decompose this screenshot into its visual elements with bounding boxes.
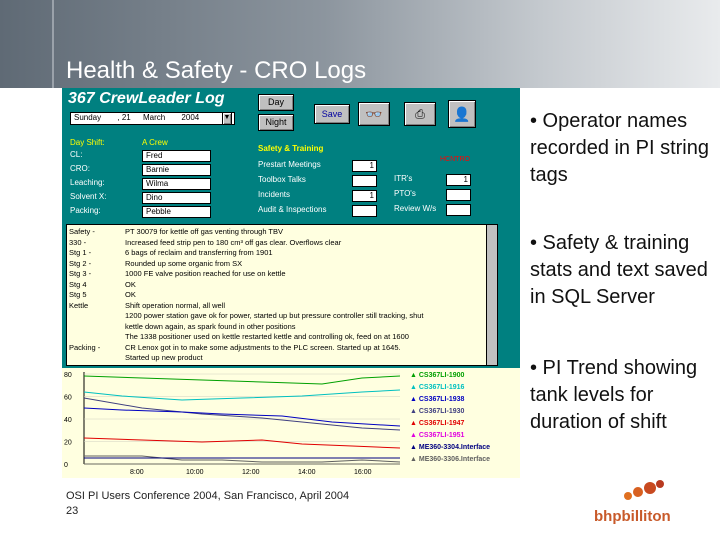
- date-dropdown-icon[interactable]: ▼: [222, 112, 232, 125]
- safety-label: Toolbox Talks: [258, 175, 306, 184]
- log-row: [69, 301, 225, 310]
- legend-entry: ▲ CS367LI-1930: [410, 408, 465, 415]
- safety-right-label: PTO's: [394, 189, 416, 198]
- log-text: 6 bags of reclaim and transferring from 1901: [125, 248, 273, 257]
- safety-right-header: HCNTRO: [440, 156, 470, 163]
- date-year: 2004: [181, 113, 200, 122]
- shift-name-field[interactable]: Pebble: [142, 206, 211, 218]
- y-tick-label: 20: [64, 439, 72, 447]
- log-text-area[interactable]: [66, 224, 488, 366]
- y-tick-label: 60: [64, 394, 72, 402]
- log-text: Started up new product: [125, 353, 203, 362]
- bullet-pi-trend: • PI Trend showing tank levels for duration of shift: [530, 357, 698, 433]
- header-divider: [52, 0, 54, 88]
- log-row: [69, 353, 203, 362]
- date-num: , 21: [117, 113, 131, 122]
- log-scrollbar[interactable]: [486, 224, 498, 366]
- shift-name-field[interactable]: Dino: [142, 192, 211, 204]
- slide-title: Health & Safety - CRO Logs: [66, 57, 367, 84]
- date-month: March: [142, 113, 166, 122]
- log-row: [69, 332, 409, 341]
- day-button[interactable]: Day: [258, 94, 294, 111]
- safety-count-field[interactable]: [352, 205, 377, 217]
- log-text: OK: [125, 279, 136, 289]
- legend-entry: ▲ ME360-3304.Interface: [410, 444, 491, 451]
- bullet-operator-names: • Operator names recorded in PI string tags: [530, 110, 709, 186]
- safety-right-label: ITR's: [394, 174, 413, 183]
- log-key: Safety -: [69, 227, 95, 236]
- log-key: Stg 3 -: [69, 269, 92, 278]
- log-text: PT 30079 for kettle off gas venting through TBV: [125, 227, 284, 236]
- log-key: Stg 4: [69, 279, 87, 289]
- shift-label: Packing:: [70, 206, 101, 215]
- night-button[interactable]: Night: [258, 114, 294, 131]
- log-text: kettle down again, as spark found in other positions: [125, 321, 296, 331]
- log-text: CR Lenox got in to make some adjustments to the PLC screen. Started up at 1645.: [125, 342, 401, 352]
- shift-label: CL:: [70, 150, 83, 159]
- date-select[interactable]: [70, 112, 235, 125]
- safety-right-field[interactable]: [446, 204, 471, 216]
- log-row: [69, 269, 286, 278]
- legend-entry: ▲ CS367LI-1900: [410, 372, 465, 379]
- log-row: [69, 259, 242, 268]
- log-row: [69, 280, 136, 289]
- log-key: Stg 1 -: [69, 248, 92, 257]
- x-tick-label: 10:00: [186, 469, 204, 476]
- x-tick-label: 16:00: [354, 469, 372, 476]
- log-key: 330 -: [69, 237, 87, 247]
- log-key: Stg 5: [69, 290, 87, 299]
- y-tick-label: 40: [64, 417, 72, 424]
- page-number: 23: [66, 505, 79, 517]
- footer-conference: OSI PI Users Conference 2004, San Francisco, April 2004: [66, 490, 350, 502]
- app-title: 367 CrewLeader Log: [68, 90, 225, 107]
- log-text: 1000 FE valve position reached for use on kettle: [125, 269, 286, 278]
- person-icon[interactable]: 👤: [448, 100, 476, 128]
- shift-label: Leaching:: [70, 178, 105, 187]
- log-text: 1200 power station gave ok for power, started up but pressure controller still tracking, shut: [125, 311, 424, 320]
- x-tick-label: 12:00: [242, 469, 260, 476]
- safety-right-label: Review W/s: [394, 204, 437, 213]
- y-tick-label: 0: [64, 462, 68, 469]
- safety-label: Incidents: [258, 190, 291, 199]
- shift-label: Solvent X:: [70, 192, 107, 201]
- log-row: [69, 248, 273, 257]
- log-row: [69, 227, 283, 236]
- log-row: [69, 290, 136, 299]
- shift-label: CRO:: [70, 164, 90, 173]
- legend-entry: ▲ CS367LI-1951: [410, 432, 465, 439]
- trend-svg: [62, 368, 404, 478]
- log-key: Stg 2 -: [69, 258, 92, 268]
- date-day: Sunday: [74, 113, 102, 122]
- shift-name-field[interactable]: Wilma: [142, 178, 211, 190]
- legend-entry: ▲ ME360-3306.Interface: [410, 456, 491, 463]
- crew-name: A Crew: [142, 138, 168, 147]
- save-button[interactable]: Save: [314, 104, 350, 124]
- safety-header: Safety & Training: [258, 144, 324, 153]
- log-row: [69, 311, 424, 320]
- legend-entry: ▲ CS367LI-1947: [410, 420, 465, 427]
- printer-icon[interactable]: ⎙: [404, 102, 436, 126]
- log-key: Packing -: [69, 342, 101, 352]
- safety-label: Audit & Inspections: [258, 205, 327, 214]
- pi-trend-plot: [62, 368, 404, 478]
- safety-right-field[interactable]: [446, 189, 471, 201]
- crewleader-log-window: [62, 88, 520, 478]
- safety-right-field[interactable]: 1: [446, 174, 471, 186]
- trend-legend: [404, 368, 520, 478]
- log-text: The 1338 positioner used on kettle restarted kettle and controlling ok, feed on at 1600: [125, 332, 409, 341]
- binoculars-icon[interactable]: 👓: [358, 102, 390, 126]
- brand-logo: bhpbilliton: [594, 508, 671, 525]
- log-row: [69, 238, 341, 247]
- shift-header: Day Shift:: [70, 138, 105, 147]
- safety-count-field[interactable]: [352, 175, 377, 187]
- shift-name-field[interactable]: Fred: [142, 150, 211, 162]
- bullet-safety-stats: • Safety & training stats and text saved in SQL Server: [530, 232, 708, 308]
- log-text: Increased feed strip pen to 180 cm³ off gas clear. Overflows clear: [125, 237, 342, 247]
- x-tick-label: 8:00: [130, 469, 144, 476]
- log-key: Kettle: [69, 300, 89, 310]
- safety-count-field[interactable]: 1: [352, 190, 377, 202]
- log-row: [69, 322, 296, 331]
- log-row: [69, 343, 401, 352]
- log-text: Rounded up some organic from SX: [125, 258, 243, 268]
- shift-name-field[interactable]: Barnie: [142, 164, 211, 176]
- log-text: OK: [125, 290, 136, 299]
- legend-entry: ▲ CS367LI-1916: [410, 384, 465, 391]
- log-text: Shift operation normal, all well: [125, 300, 226, 310]
- x-tick-label: 14:00: [298, 469, 316, 476]
- bhp-logo-mark: [620, 478, 666, 506]
- safety-count-field[interactable]: 1: [352, 160, 377, 172]
- y-tick-label: 80: [64, 372, 72, 379]
- safety-label: Prestart Meetings: [258, 160, 321, 169]
- legend-entry: ▲ CS367LI-1938: [410, 396, 465, 403]
